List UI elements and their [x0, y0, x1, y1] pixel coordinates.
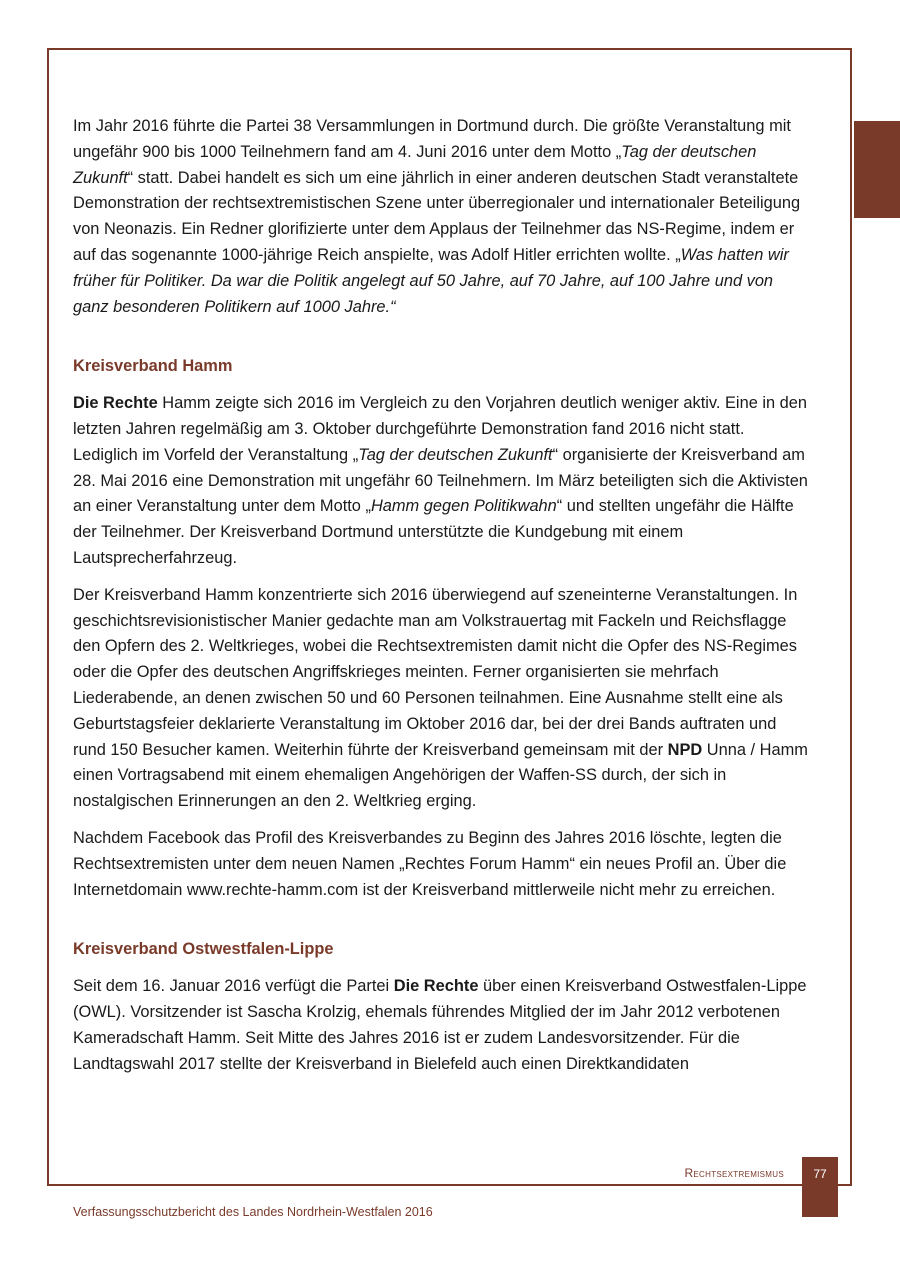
- party-name-bold: Die Rechte: [73, 394, 158, 413]
- section-heading-hamm: Kreisverband Hamm: [73, 357, 233, 376]
- section-heading-owl: Kreisverband Ostwestfalen-Lippe: [73, 940, 334, 959]
- quote-emphasis: Was hatten wir früher für Politiker. Da war die Politik angelegt auf 50 Jahre, auf 70 Jahre, auf 100 Jahre und von ganz besonderen Politikern auf 1000 Jahre.“: [73, 245, 789, 316]
- paragraph-2: [73, 391, 813, 572]
- page-number-box: [802, 1157, 838, 1217]
- party-name-bold: Die Rechte: [393, 977, 479, 996]
- text-run: Im Jahr 2016 führte die Partei 38 Versammlungen in Dortmund durch. Die größte Veranstaltung mit ungefähr 900 bis 1000 Teilnehmern fand am 4. Juni 2016 unter dem Motto „: [73, 117, 791, 161]
- text-run: Unna / Hamm einen Vortragsabend mit einem ehemaligen Angehörigen der Waffen-SS durch, der sich in nostalgischen Erinnerungen an den 2. Weltkrieg erging.: [73, 740, 808, 811]
- page-content: [73, 114, 813, 1088]
- text-run: Hamm zeigte sich 2016 im Vergleich zu den Vorjahren deutlich weniger aktiv. Eine in den letzten Jahren regelmäßig am 3. Oktober durchgeführte Demonstration fand 2016 nicht statt. Lediglich im Vorfeld der Veranstaltung „: [73, 394, 808, 464]
- text-run: Der Kreisverband Hamm konzentrierte sich 2016 überwiegend auf szeneinterne Veranstaltungen. In geschichtsrevisionistischer Manier gedachte man am Volkstrauertag mit Fackeln und Reichsflagge den Opfern des 2. Weltkrieges, wobei die Rechtsextremisten damit nicht die Opfer des NS-Regimes oder die Opfer des deutschen Angriffskrieges meinten. Ferner organisierten sie mehrfach Liederabende, an denen zwischen 50 und 60 Personen teilnahmen. Eine Ausnahme stellt eine als Geburtstagsfeier deklarierte Veranstaltung im Oktober 2016 dar, bei der drei Bands auftraten und rund 150 Besucher kamen. Weiterhin führte der Kreisverband gemeinsam mit der: [73, 585, 798, 759]
- paragraph-4: Nachdem Facebook das Profil des Kreisverbandes zu Beginn des Jahres 2016 löschte, legten die Rechtsextremisten unter dem neuen Namen „Rechtes Forum Hamm“ ein neues Profil an. Über die Internetdomain www.rechte-hamm.com ist der Kreisverband mittlerweile nicht mehr zu erreichen.: [73, 828, 787, 899]
- paragraph-1: [73, 114, 813, 320]
- footer-title: Verfassungsschutzbericht des Landes Nordrhein-Westfalen 2016: [73, 1205, 433, 1219]
- paragraph-5: [73, 974, 813, 1077]
- motto-emphasis: Hamm gegen Politikwahn: [370, 497, 557, 516]
- text-run: “ und stellten ungefähr die Hälfte der Teilnehmer. Der Kreisverband Dortmund unterstützte die Kundgebung mit einem Lautsprecherfahrzeug.: [73, 497, 794, 567]
- running-section-label: Rechtsextremismus: [684, 1166, 784, 1180]
- party-name-bold: NPD: [667, 740, 703, 759]
- text-run: “ statt. Dabei handelt es sich um eine jährlich in einer anderen deutschen Stadt veranstaltete Demonstration der rechtsextremistischen Szene unter überregionaler und internationaler Beteiligung von Neonazis. Ein Redner glorifizierte unter dem Applaus der Teilnehmer das NS-Regime, indem er auf das sogenannte 1000-jährige Reich anspielte, was Adolf Hitler errichten wollte. „: [73, 168, 801, 264]
- text-run: Seit dem 16. Januar 2016 verfügt die Partei: [73, 977, 394, 996]
- motto-emphasis: Tag der deutschen Zukunft: [358, 445, 553, 464]
- paragraph-3: [73, 583, 813, 815]
- motto-emphasis: Tag der deutschen Zukunft: [73, 142, 757, 187]
- text-run: “ organisierte der Kreisverband am 28. Mai 2016 eine Demonstration mit ungefähr 60 Teilnehmern. Im März beteiligten sich die Aktivisten an einer Veranstaltung unter dem Motto „: [73, 445, 808, 516]
- chapter-tab-marker: [854, 121, 900, 218]
- text-run: über einen Kreisverband Ostwestfalen-Lippe (OWL). Vorsitzender ist Sascha Krolzig, ehemals führendes Mitglied der im Jahr 2012 verbotenen Kameradschaft Hamm. Seit Mitte des Jahres 2016 ist er zudem Landesvorsitzender. Für die Landtagswahl 2017 stellte der Kreisverband in Bielefeld auch einen Direktkandidaten: [73, 977, 807, 1073]
- page-number: 77: [813, 1167, 827, 1181]
